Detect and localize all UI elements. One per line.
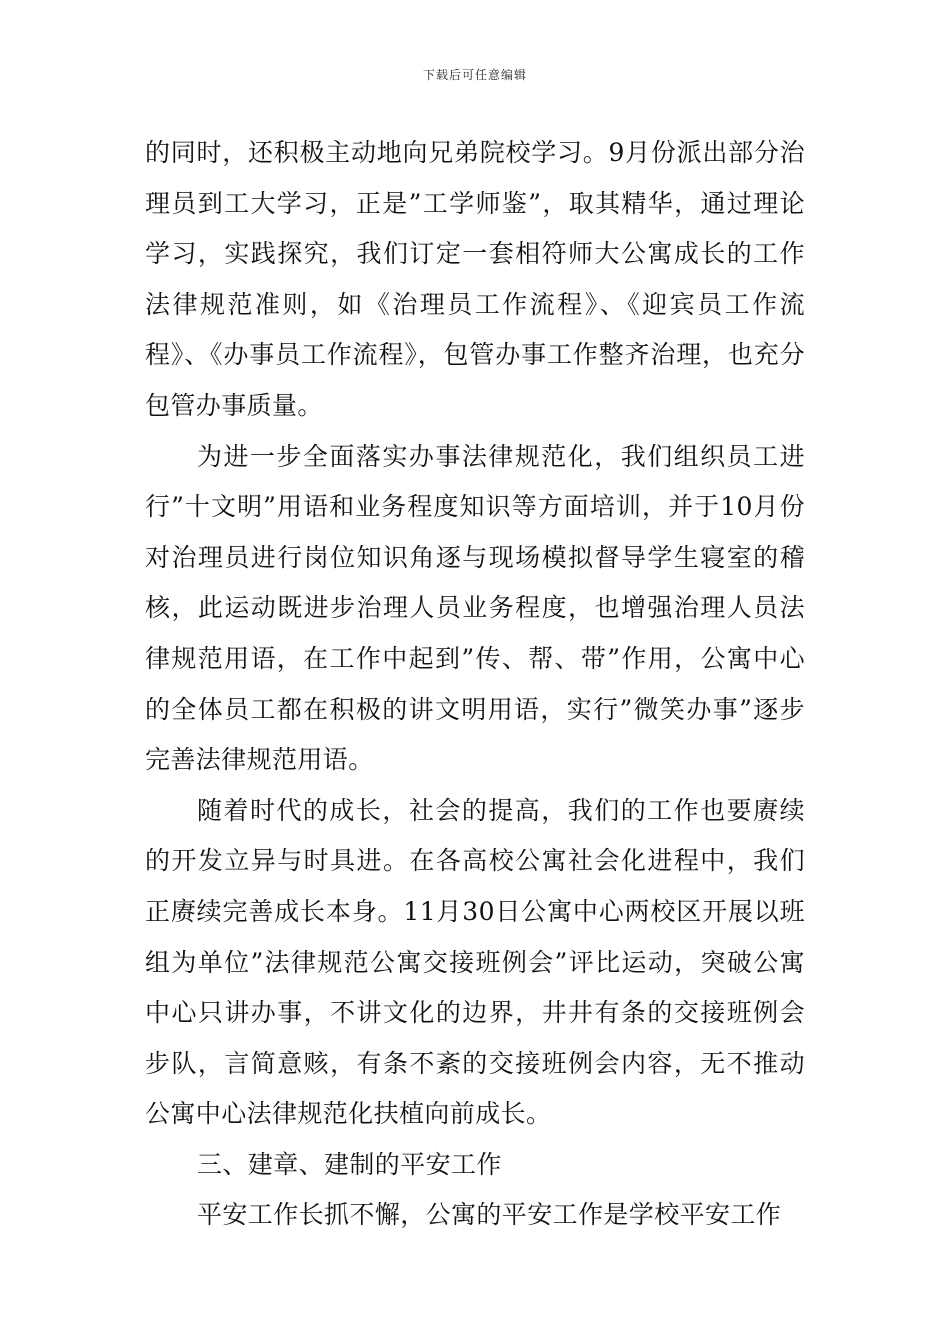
paragraph-4: 平安工作长抓不懈，公寓的平安工作是学校平安工作 xyxy=(197,1200,782,1230)
paragraph-1: 的同时，还积极主动地向兄弟院校学习。9月份派出部分治理员到工大学习，正是”工学师鉴”，取其精华，通过理论学习，实践探究，我们订定一套相符师大公寓成长的工作法律规范准则，如《治理员工作流程》、《迎宾员工作流程》、《办事员工作流程》，包管办事工作整齐治理，也充分包管办事质量。 xyxy=(145,138,805,420)
paragraph-2: 为进一步全面落实办事法律规范化，我们组织员工进行”十文明”用语和业务程度知识等方面培训，并于10月份对治理员进行岗位知识角逐与现场模拟督导学生寝室的稽核，此运动既进步治理人员业务程度，也增强治理人员法律规范用语，在工作中起到”传、帮、带”作用，公寓中心的全体员工都在积极的讲文明用语，实行”微笑办事”逐步完善法律规范用语。 xyxy=(145,441,805,775)
document-body xyxy=(145,128,805,1241)
paragraph-3: 随着时代的成长，社会的提高，我们的工作也要赓续的开发立异与时具进。在各高校公寓社会化进程中，我们正赓续完善成长本身。11月30日公寓中心两校区开展以班组为单位”法律规范公寓交接班例会”评比运动，突破公寓中心只讲办事，不讲文化的边界，井井有条的交接班例会步队，言简意赅，有条不紊的交接班例会内容，无不推动公寓中心法律规范化扶植向前成长。 xyxy=(145,795,805,1129)
section-heading: 三、建章、建制的平安工作 xyxy=(197,1149,502,1179)
page-header-note: 下载后可任意编辑 xyxy=(422,68,527,82)
